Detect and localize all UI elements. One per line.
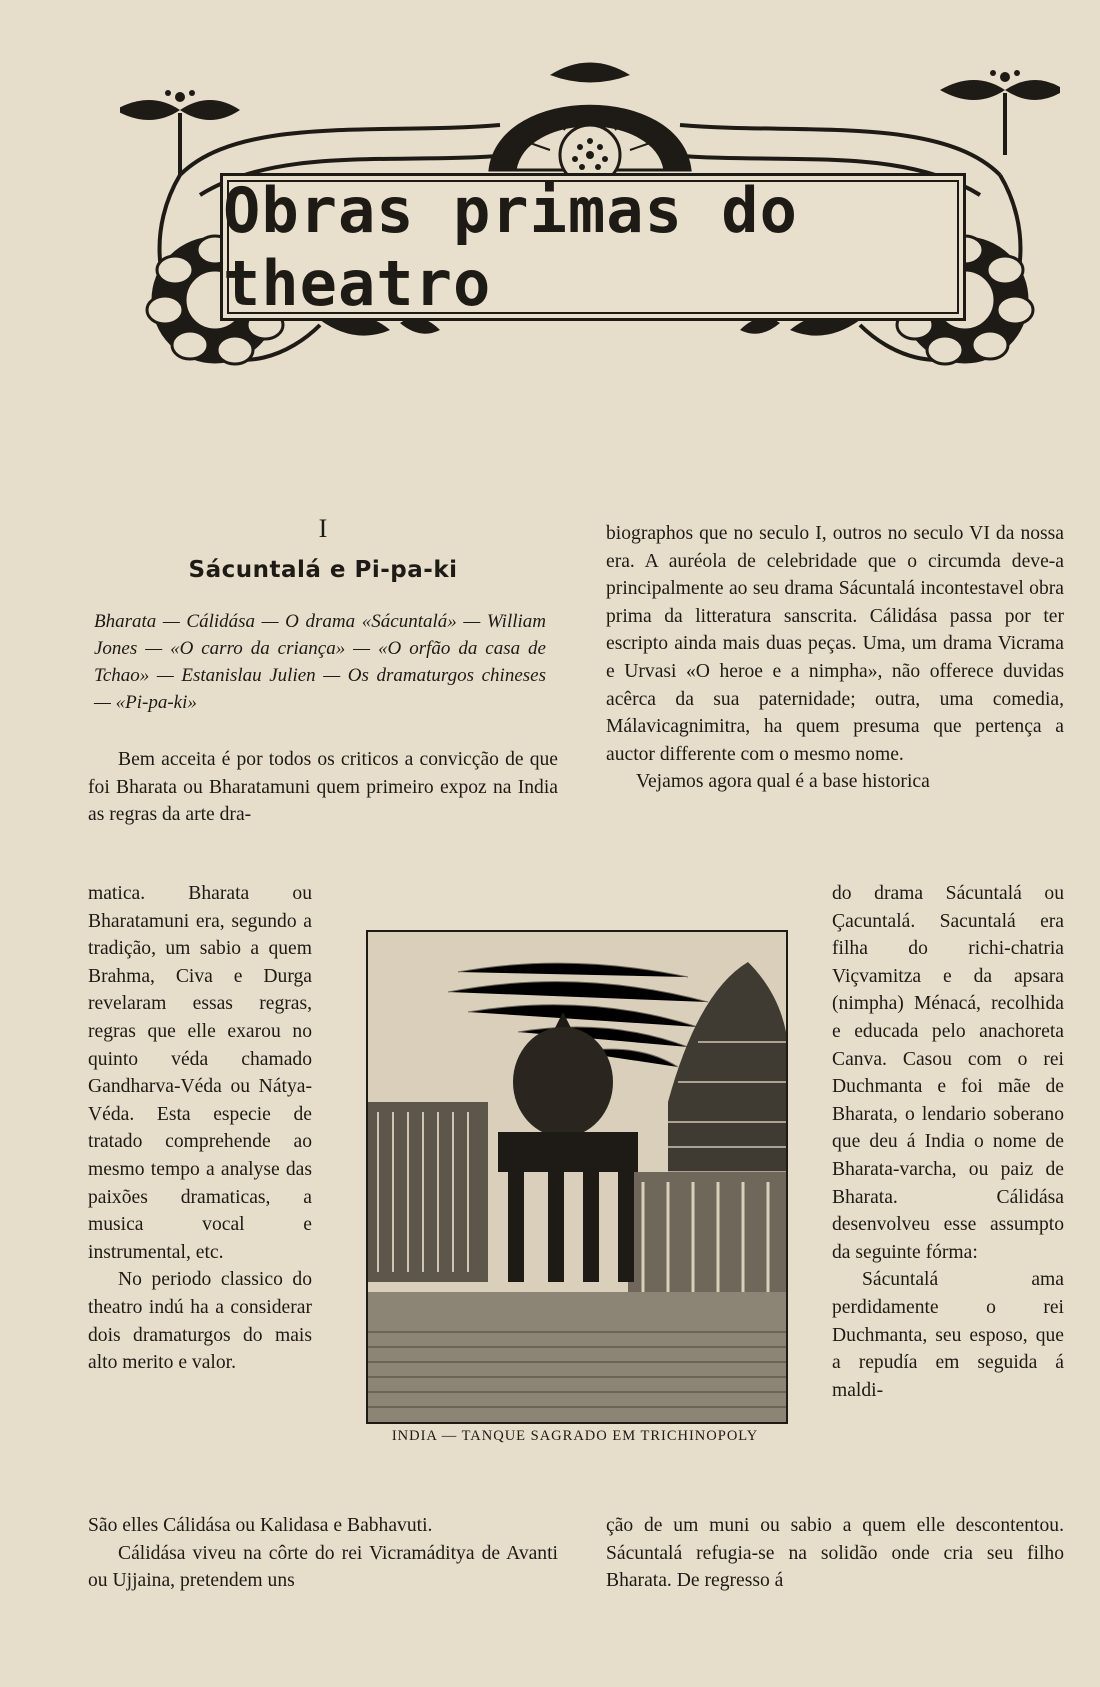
right-column [606,520,1064,796]
left-bottom-text [88,1512,558,1595]
left-narrow-column [88,880,312,1377]
paragraph: No periodo classico do theatro indú ha a considerar dois dramaturgos do mais alto merito e valor. [88,1269,312,1374]
paragraph: matica. Bharata ou Bharatamuni era, segundo a tradição, um sabio a quem Brahma, Civa e Durga revelaram essas regras, regras que elle exarou no quinto véda chamado Gandharva-Véda ou Nátya-Véda. Esta especie de tratado comprehende ao mesmo tempo a analyse das paixões dramaticas, a musica vocal e instrumental, etc. [88,883,312,1263]
paragraph: Bem acceita é por todos os criticos a convicção de que foi Bharata ou Bharatamuni quem primeiro expoz na India as regras da arte dra- [88,749,558,826]
page-title: Obras primas do theatro [223,174,798,320]
paragraph: biographos que no seculo I, outros no seculo VI da nossa era. A auréola de celebridade que o circumda deve-a principalmente ao seu drama Sácuntalá incontestavel obra prima da litteratura sanscrita. Cálidása passa por ter escripto ainda mais duas peças. Uma, um drama Vicrama e Urvasi «O heroe e a nimpha», não offerece duvidas acêrca da sua paternidade; outra, uma comedia, Málavicagnimitra, ha quem presuma que pertença a auctor differente com o mesmo nome. [606,523,1064,765]
title-box [220,173,966,321]
right-narrow-column [832,880,1064,1404]
illustration-figure [360,930,790,1460]
temple-tank-engraving-icon [368,932,786,1422]
paragraph: Vejamos agora qual é a base historica [636,771,930,793]
paragraph: Sácuntalá ama perdidamente o rei Duchmanta, seu esposo, que a repudía em seguida á maldi- [832,1269,1064,1401]
paragraph: São elles Cálidása ou Kalidasa e Babhavuti. [88,1515,433,1536]
section-summary: Bharata — Cálidása — O drama «Sácuntalá» — William Jones — «O carro da criança» — «O orfão da casa de Tchao» — Estanislau Julien — Os dramaturgos chineses — «Pi-pa-ki» [94,611,546,714]
left-column [88,515,558,829]
section-number: I [318,514,328,543]
engraving-image [366,930,788,1424]
paragraph: ção de um muni ou sabio a quem elle descontentou. Sácuntalá refugia-se na solidão onde cria seu filho Bharata. De regresso á [606,1515,1064,1592]
figure-caption: INDIA — TANQUE SAGRADO EM TRICHINOPOLY [391,1428,759,1444]
paragraph: do drama Sácuntalá ou Çacuntalá. Sacuntalá era filha do richi-chatria Viçvamitza e da apsara (nimpha) Ménacá, recolhida e educada pelo anachoreta Canva. Casou com o rei Duchmanta e foi mãe de Bharata, o lendario soberano que deu á India o nome de Bharata-varcha, ou paiz de Bharata. Cálidása desenvolveu esse assumpto da seguinte fórma: [832,883,1064,1263]
paragraph: Cálidása viveu na côrte do rei Vicramáditya de Avanti ou Ujjaina, pretendem uns [88,1542,558,1592]
section-title: Sácuntalá e Pi-pa-ki [188,556,458,583]
right-bottom-text [606,1512,1064,1595]
header-ornament [120,55,1060,375]
